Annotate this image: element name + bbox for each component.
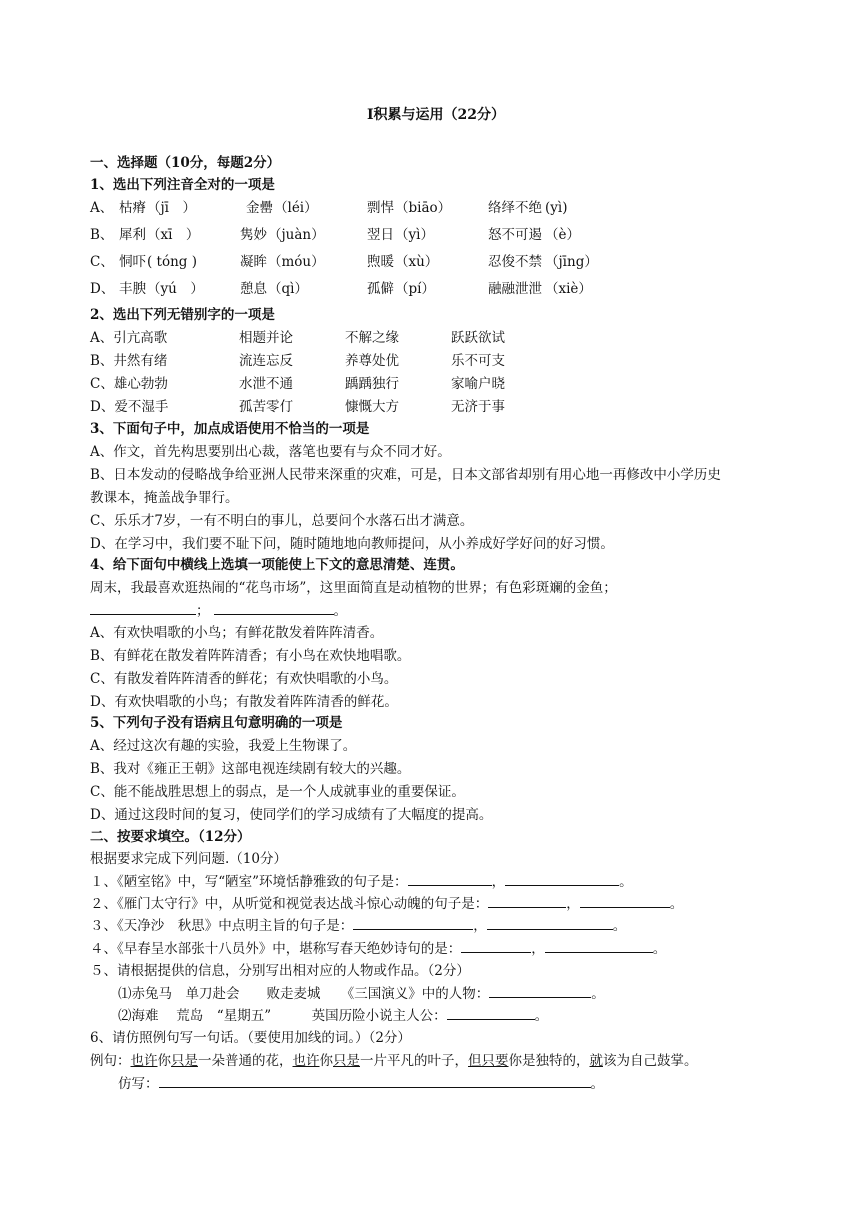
pinyin-word: 剽悍	[367, 200, 394, 216]
answer-blank[interactable]	[505, 873, 619, 886]
option-letter: C、	[90, 254, 114, 270]
pinyin-word: 翌日	[367, 227, 394, 243]
separator: 。	[534, 1008, 549, 1024]
separator: ，	[473, 918, 487, 934]
item-text: ４、《早春呈水部张十八员外》中，堪称写春天绝妙诗句的是：	[90, 941, 462, 957]
answer-blank[interactable]	[488, 895, 566, 908]
q4-option-a: A、有欢快唱歌的小鸟；有鲜花散发着阵阵清香。	[90, 625, 384, 641]
answer-blank[interactable]	[545, 940, 653, 953]
pinyin-reading: ( tóng )	[147, 254, 198, 270]
pinyin-reading: （juàn）	[268, 227, 325, 243]
q2-option-c-4: 家喻户晓	[451, 376, 505, 392]
q2-option-c-2: 水泄不通	[239, 376, 293, 392]
imitate-label: 仿写：	[118, 1076, 159, 1092]
example-text: 该为自己鼓掌。	[603, 1053, 698, 1069]
pinyin-word: 煦暖	[367, 254, 394, 270]
pinyin-reading: （jīng）	[545, 254, 598, 270]
q2-option-c-3: 踽踽独行	[345, 376, 399, 392]
answer-blank[interactable]	[90, 602, 196, 615]
pinyin-reading: （yì）	[395, 227, 434, 243]
item-text: １、《陋室铭》中，写“陋室”环境恬静雅致的句子是：	[90, 874, 408, 890]
q4-option-b: B、有鲜花在散发着阵阵清香；有小鸟在欢快地唱歌。	[90, 648, 411, 664]
pinyin-word: 融融泄泄	[488, 281, 542, 297]
q3-option-d: D、在学习中，我们要不耻下问，随时随地地向教师提问，从小养成好学好问的好习惯。	[90, 536, 614, 552]
q2-option-a-2: 相题并论	[239, 330, 293, 346]
answer-blank[interactable]	[461, 940, 531, 953]
separator: 。	[612, 918, 627, 934]
underlined-word: 就	[589, 1053, 603, 1069]
item-text: ３、《天净沙 秋思》中点明主旨的句子是：	[90, 918, 354, 934]
underlined-word: 但只要	[468, 1053, 509, 1069]
fill-item-6: 6、请仿照例句写一句话。（要使用加线的词。）（2分）	[90, 1030, 411, 1046]
separator: 。	[652, 941, 667, 957]
q2-option-d-1: D、爱不湿手	[90, 399, 169, 415]
separator: ，	[491, 874, 506, 890]
separator: ，	[531, 941, 545, 957]
item-text: ２、《雁门太守行》中，从听觉和视觉表达战斗惊心动魄的句子是：	[90, 896, 489, 912]
answer-blank[interactable]	[489, 985, 591, 998]
q5-option-a: A、经过这次有趣的实验，我爱上生物课了。	[90, 738, 357, 754]
separator: ；	[196, 603, 210, 619]
q3-option-c: C、乐乐才7岁，一有不明白的事儿，总要问个水落石出才满意。	[90, 513, 474, 529]
q3-option-b-line1: B、日本发动的侵略战争给亚洲人民带来深重的灾难，可是，日本文部省却别有用心地一再修改中小学历史	[90, 467, 721, 483]
section-2-heading: 二、按要求填空。（12分）	[90, 829, 251, 845]
answer-blank[interactable]	[353, 917, 473, 930]
option-letter: D、	[90, 281, 115, 297]
pinyin-word: 怒不可遏	[488, 227, 542, 243]
answer-blank[interactable]	[580, 895, 670, 908]
imitate-line	[118, 1075, 604, 1093]
pinyin-word: 憩息	[240, 281, 267, 297]
q2-option-b-4: 乐不可支	[451, 353, 505, 369]
q2-option-b-3: 养尊处优	[345, 353, 399, 369]
separator: 。	[669, 896, 684, 912]
example-text: 你	[319, 1053, 333, 1069]
answer-blank[interactable]	[159, 1075, 591, 1088]
pinyin-word: 枯瘠	[119, 200, 146, 216]
underlined-word: 也许	[130, 1053, 158, 1069]
q2-option-d-3: 慷慨大方	[345, 399, 399, 415]
fill-item-3	[90, 917, 626, 935]
q1-stem: 1、选出下列注音全对的一项是	[90, 177, 275, 193]
underlined-word: 只是	[333, 1053, 360, 1069]
separator: 。	[590, 1076, 604, 1092]
answer-blank[interactable]	[487, 917, 613, 930]
pinyin-reading: （qì）	[268, 281, 308, 297]
separator: 。	[619, 874, 633, 890]
separator: 。	[333, 603, 347, 619]
option-letter: B、	[90, 227, 114, 243]
pinyin-reading: （móu）	[268, 254, 325, 270]
q5-option-d: D、通过这段时间的复习，使同学们的学习成绩有了大幅度的提高。	[90, 807, 493, 823]
pinyin-reading: （yú ）	[147, 281, 204, 297]
q2-option-b-2: 流连忘反	[239, 353, 293, 369]
pinyin-word: 恫吓	[119, 254, 146, 270]
pinyin-reading: (yì)	[545, 200, 568, 216]
underlined-word: 只是	[171, 1053, 198, 1069]
q3-option-a: A、作文，首先构思要别出心裁，落笔也要有与众不同才好。	[90, 444, 451, 460]
page-title: Ⅰ积累与运用（22分）	[367, 107, 506, 123]
q2-option-d-2: 孤苦零仃	[239, 399, 293, 415]
pinyin-word: 孤僻	[367, 281, 394, 297]
pinyin-reading: （xī ）	[147, 227, 200, 243]
separator: 。	[591, 986, 605, 1002]
fill-item-4	[90, 940, 666, 958]
section-2-intro: 根据要求完成下列问题.（10分）	[90, 851, 287, 867]
answer-blank[interactable]	[447, 1007, 535, 1020]
q2-option-a-4: 跃跃欲试	[451, 330, 505, 346]
pinyin-reading: （biāo）	[395, 200, 452, 216]
q2-option-a-3: 不解之缘	[345, 330, 399, 346]
item-text: ⑵海难 荒岛 “星期五” 英国历险小说主人公：	[118, 1008, 447, 1024]
pinyin-reading: （xù）	[395, 254, 439, 270]
q4-blanks	[90, 602, 347, 620]
example-text: 你是独特的，	[508, 1053, 590, 1069]
answer-blank[interactable]	[408, 873, 492, 886]
example-text: 你	[157, 1053, 171, 1069]
pinyin-word: 犀利	[119, 227, 146, 243]
q2-option-a-1: A、引亢高歌	[90, 330, 168, 346]
answer-blank[interactable]	[214, 602, 334, 615]
pinyin-reading: （jī ）	[147, 200, 197, 216]
example-text: 一片平凡的叶子，	[360, 1053, 468, 1069]
q4-stem: 4、给下面句中横线上选填一项能使上下文的意思清楚、连贯。	[90, 557, 464, 573]
fill-item-5b	[118, 1007, 548, 1025]
pinyin-reading: （léi）	[274, 200, 318, 216]
pinyin-word: 络绎不绝	[488, 200, 542, 216]
q2-option-b-1: B、井然有绪	[90, 353, 168, 369]
q4-option-c: C、有散发着阵阵清香的鲜花；有欢快唱歌的小鸟。	[90, 671, 398, 687]
fill-item-5a	[118, 985, 605, 1003]
q2-option-d-4: 无济于事	[451, 399, 505, 415]
q5-option-c: C、能不能战胜思想上的弱点，是一个人成就事业的重要保证。	[90, 784, 465, 800]
fill-item-2	[90, 895, 683, 913]
option-letter: A、	[90, 200, 114, 216]
q3-option-b-line2: 教课本，掩盖战争罪行。	[90, 490, 239, 506]
pinyin-word: 隽妙	[240, 227, 267, 243]
pinyin-reading: （xiè）	[545, 281, 592, 297]
pinyin-word: 忍俊不禁	[488, 254, 542, 270]
fill-item-1	[90, 873, 633, 891]
q2-stem: 2、选出下列无错别字的一项是	[90, 307, 275, 323]
example-label: 例句：	[90, 1053, 131, 1069]
fill-item-5: ５、请根据提供的信息，分别写出相对应的人物或作品。（2分）	[90, 963, 470, 979]
item-text: ⑴赤兔马 单刀赴会 败走麦城 《三国演义》中的人物：	[118, 986, 490, 1002]
q5-option-b: B、我对《雍正王朝》这部电视连续剧有较大的兴趣。	[90, 761, 411, 777]
q4-option-d: D、有欢快唱歌的小鸟；有散发着阵阵清香的鲜花。	[90, 694, 398, 710]
example-sentence	[90, 1052, 698, 1070]
pinyin-word: 凝眸	[240, 254, 267, 270]
pinyin-word: 金罍	[246, 200, 273, 216]
example-text: 一朵普通的花，	[198, 1053, 293, 1069]
section-1-heading: 一、选择题（10分，每题2分）	[90, 155, 281, 171]
pinyin-word: 丰腴	[119, 281, 146, 297]
pinyin-reading: （è）	[545, 227, 580, 243]
q2-option-c-1: C、雄心勃勃	[90, 376, 168, 392]
separator: ，	[566, 896, 580, 912]
underlined-word: 也许	[292, 1053, 320, 1069]
pinyin-reading: （pí）	[395, 281, 435, 297]
q5-stem: 5、下列句子没有语病且句意明确的一项是	[90, 715, 343, 731]
q4-passage: 周末，我最喜欢逛热闹的“花鸟市场”，这里面简直是动植物的世界；有色彩斑斓的金鱼；	[90, 580, 617, 596]
q3-stem: 3、下面句子中，加点成语使用不恰当的一项是	[90, 421, 370, 437]
